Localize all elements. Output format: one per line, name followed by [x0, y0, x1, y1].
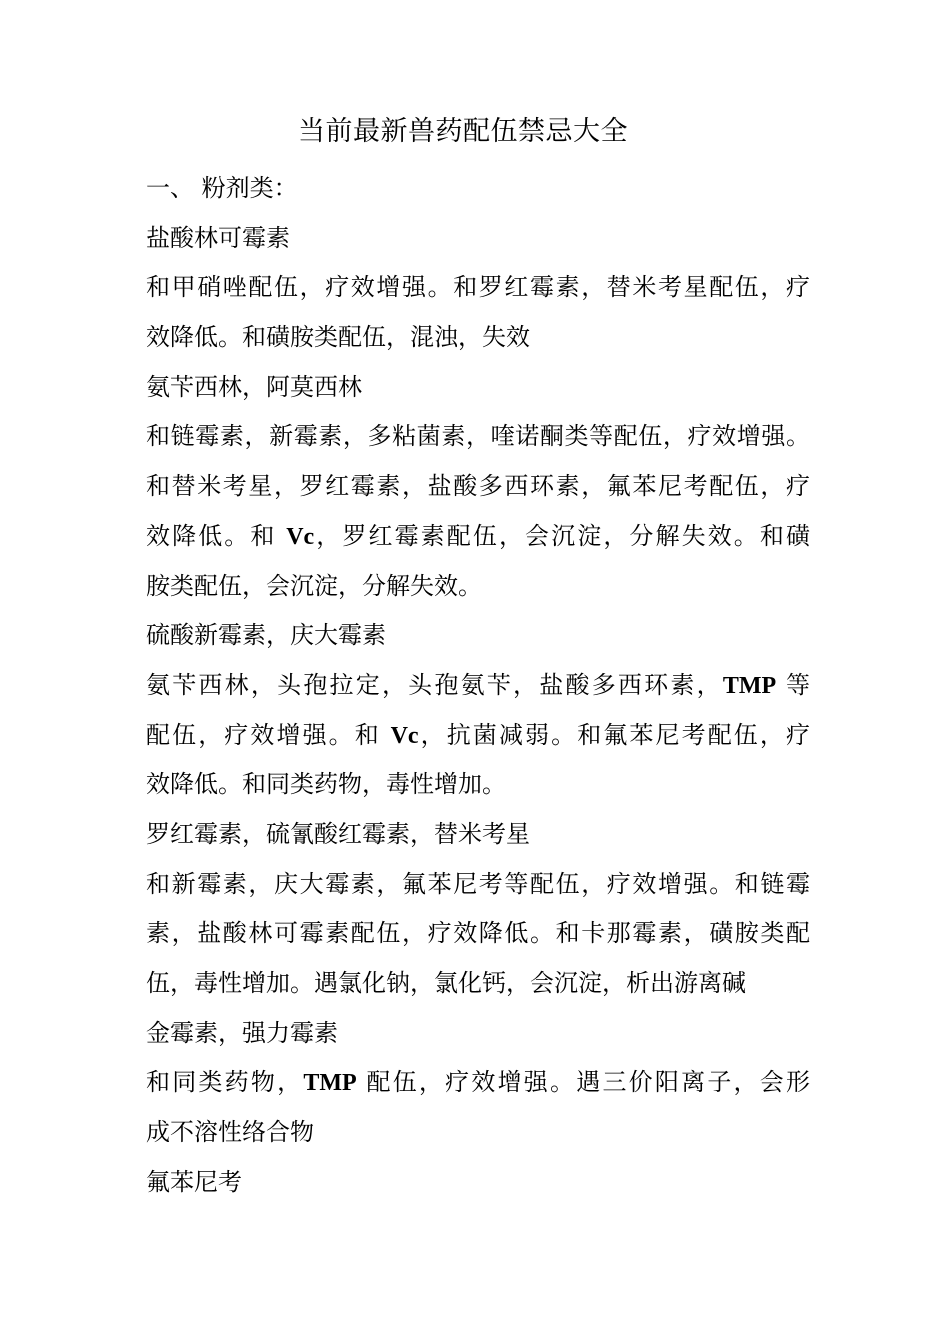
text-line: 一、 粉剂类：	[146, 174, 298, 202]
text-line: 和链霉素，新霉素，多粘菌素，喹诺酮类等配伍，疗效增强。	[146, 422, 810, 451]
text-line: 氟苯尼考	[146, 1167, 242, 1196]
text-line: 和甲硝唑配伍，疗效增强。和罗红霉素，替米考星配伍，疗	[146, 273, 810, 302]
text-line: 和同类药物，TMP 配伍，疗效增强。遇三价阳离子，会形	[146, 1068, 810, 1097]
text-line: 氨苄西林，阿莫西林	[146, 372, 362, 401]
text-line: 罗红霉素，硫氰酸红霉素，替米考星	[146, 819, 530, 848]
text-line: 效降低。和磺胺类配伍，混浊，失效	[146, 323, 530, 352]
text-line: 胺类配伍，会沉淀，分解失效。	[146, 571, 482, 600]
text-line: 金霉素，强力霉素	[146, 1018, 338, 1047]
text-line: 效降低。和 Vc，罗红霉素配伍，会沉淀，分解失效。和磺	[146, 521, 810, 550]
text-line: 素，盐酸林可霉素配伍，疗效降低。和卡那霉素，磺胺类配	[146, 919, 810, 948]
text-line: 配伍，疗效增强。和 Vc，抗菌减弱。和氟苯尼考配伍，疗	[146, 720, 810, 749]
document-title: 当前最新兽药配伍禁忌大全	[298, 116, 628, 147]
document-body	[146, 164, 810, 1207]
text-line: 盐酸林可霉素	[146, 223, 290, 252]
text-line: 伍，毒性增加。遇氯化钠，氯化钙，会沉淀，析出游离碱	[146, 969, 746, 997]
text-line: 成不溶性络合物	[146, 1118, 314, 1147]
text-line: 硫酸新霉素，庆大霉素	[146, 621, 386, 650]
text-line: 和替米考星，罗红霉素，盐酸多西环素，氟苯尼考配伍，疗	[146, 472, 810, 501]
text-line: 氨苄西林，头孢拉定，头孢氨苄，盐酸多西环素，TMP 等	[146, 670, 810, 699]
text-line: 效降低。和同类药物，毒性增加。	[146, 770, 506, 799]
text-line: 和新霉素，庆大霉素，氟苯尼考等配伍，疗效增强。和链霉	[146, 869, 810, 898]
